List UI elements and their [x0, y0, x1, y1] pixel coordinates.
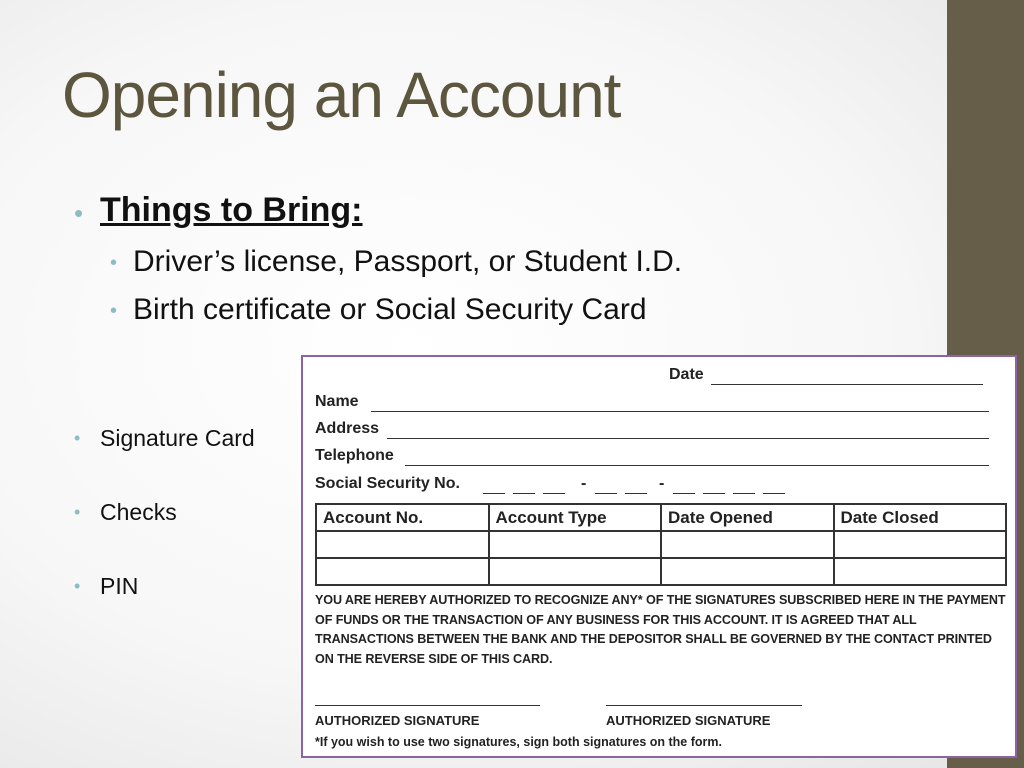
address-label: Address — [315, 420, 380, 437]
ssn-blank — [625, 493, 647, 494]
ssn-separator: - — [581, 475, 587, 492]
table-cell — [661, 531, 834, 558]
ssn-blank — [733, 493, 755, 494]
signature-card-image — [301, 355, 1017, 758]
date-opened-header: Date Opened — [661, 504, 834, 531]
account-type-header: Account Type — [489, 504, 662, 531]
ssn-blank — [543, 493, 565, 494]
table-row — [316, 558, 1006, 585]
bullet-id-documents: Driver’s license, Passport, or Student I.D. — [133, 245, 683, 278]
bullet-icon: • — [74, 198, 84, 228]
ssn-label: Social Security No. — [315, 475, 460, 492]
ssn-blank — [483, 493, 505, 494]
date-label: Date — [669, 366, 704, 383]
authorization-text: YOU ARE HEREBY AUTHORIZED TO RECOGNIZE ANY* OF THE SIGNATURES SUBSCRIBED HERE IN THE PAYMENT OF FUNDS OR THE TRANSACTION OF ANY BUSINESS FOR THIS ACCOUNT. IT IS AGREED THAT ALL TRANSACTIONS BETWEEN THE BANK AND THE DEPOSITOR SHALL BE GOVERNED BY THE CONTACT PRINTED ON THE REVERSE SIDE OF THIS CARD. — [315, 593, 1006, 666]
table-cell — [834, 558, 1007, 585]
ssn-blank — [703, 493, 725, 494]
ssn-blank — [673, 493, 695, 494]
table-cell — [316, 531, 489, 558]
bullet-pin: PIN — [100, 573, 139, 599]
signature-line-1 — [315, 705, 540, 706]
table-header-row — [316, 504, 1006, 531]
telephone-line — [405, 465, 989, 466]
ssn-blank — [595, 493, 617, 494]
ssn-blank — [763, 493, 785, 494]
bullet-icon: • — [74, 502, 81, 522]
date-closed-header: Date Closed — [834, 504, 1007, 531]
telephone-label: Telephone — [315, 447, 394, 464]
name-label: Name — [315, 393, 359, 410]
account-table — [315, 503, 1007, 586]
bullet-birth-certificate: Birth certificate or Social Security Card — [133, 293, 647, 326]
ssn-separator: - — [659, 475, 665, 492]
table-cell — [661, 558, 834, 585]
things-to-bring-heading: Things to Bring: — [100, 191, 363, 229]
bullet-icon: • — [74, 428, 81, 448]
bullet-icon: • — [110, 300, 118, 322]
table-row — [316, 531, 1006, 558]
signature-line-2 — [606, 705, 802, 706]
signature-footnote: *If you wish to use two signatures, sign both signatures on the form. — [315, 735, 722, 749]
bullet-icon: • — [74, 576, 81, 596]
address-line — [387, 438, 989, 439]
authorized-signature-label-2: AUTHORIZED SIGNATURE — [606, 713, 771, 728]
authorized-signature-label-1: AUTHORIZED SIGNATURE — [315, 713, 480, 728]
bullet-signature-card: Signature Card — [100, 425, 255, 451]
table-cell — [316, 558, 489, 585]
table-cell — [489, 558, 662, 585]
bullet-icon: • — [110, 252, 118, 274]
slide-title: Opening an Account — [62, 59, 621, 131]
bullet-checks: Checks — [100, 499, 177, 525]
date-line — [711, 384, 983, 385]
name-line — [371, 411, 989, 412]
account-no-header: Account No. — [316, 504, 489, 531]
ssn-blank — [513, 493, 535, 494]
table-cell — [489, 531, 662, 558]
table-cell — [834, 531, 1007, 558]
